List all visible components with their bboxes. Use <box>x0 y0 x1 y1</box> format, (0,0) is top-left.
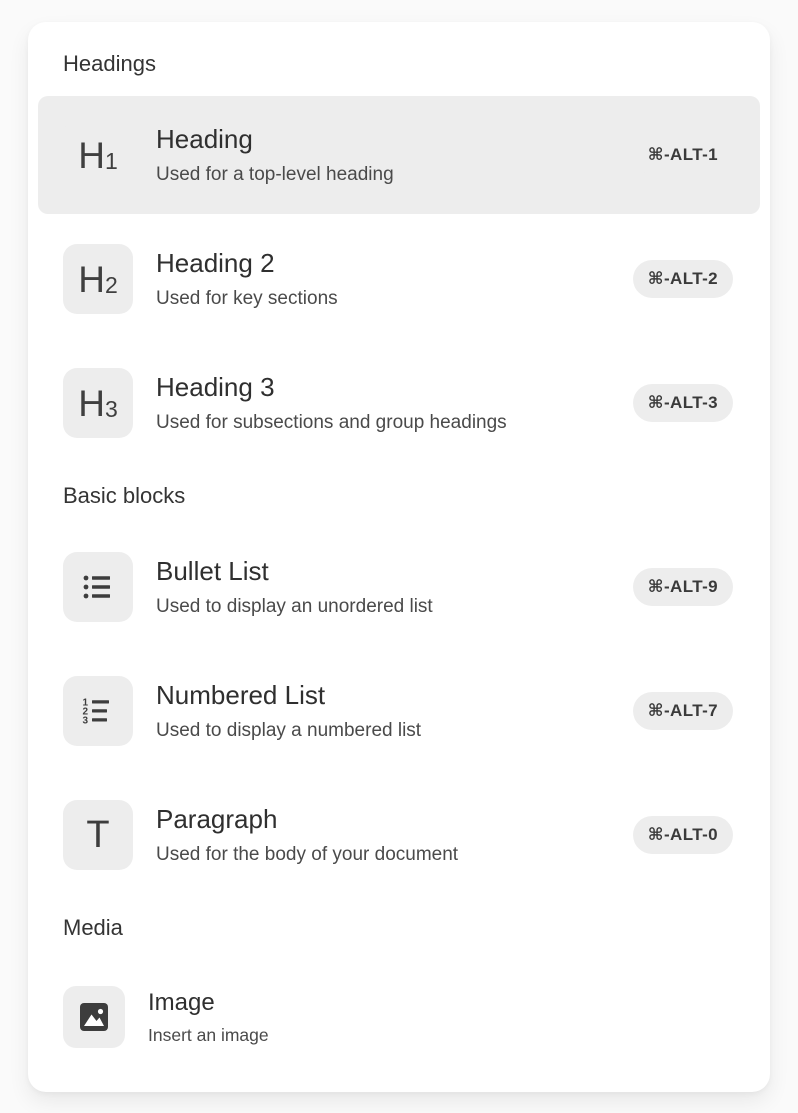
menu-item-description: Used for subsections and group headings <box>156 412 507 433</box>
heading-glyph-digit: 1 <box>104 147 118 174</box>
heading-glyph-letter: H <box>78 382 105 424</box>
shortcut-badge <box>633 692 733 730</box>
menu-item-texts <box>156 372 507 434</box>
menu-item-texts <box>156 248 338 310</box>
menu-item-title: Bullet List <box>156 556 269 586</box>
shortcut-badge <box>633 816 733 854</box>
section-label: Media <box>63 915 123 940</box>
menu-item-heading-2[interactable] <box>38 220 760 338</box>
heading-glyph <box>78 258 118 300</box>
svg-text:2: 2 <box>82 706 88 718</box>
heading-glyph-letter: H <box>78 258 105 300</box>
section-rows <box>38 528 760 894</box>
block-insert-menu <box>28 22 770 1092</box>
menu-section <box>38 482 760 894</box>
menu-item-image[interactable] <box>38 960 760 1072</box>
shortcut-label: ⌘-ALT-3 <box>647 393 718 412</box>
menu-item-description: Used to display a numbered list <box>156 720 422 741</box>
menu-item-description: Insert an image <box>148 1024 269 1045</box>
menu-item-description: Used to display an unordered list <box>156 596 433 617</box>
menu-item-title: Paragraph <box>156 804 278 834</box>
shortcut-label: ⌘-ALT-2 <box>647 269 718 288</box>
h1-icon <box>63 120 133 190</box>
menu-item-description: Used for the body of your document <box>156 844 459 865</box>
menu-section <box>38 914 760 1072</box>
menu-item-title: Numbered List <box>156 680 326 710</box>
shortcut-badge <box>633 136 733 174</box>
heading-glyph-letter: H <box>78 134 105 176</box>
menu-item-texts <box>156 680 421 742</box>
menu-item-texts <box>156 124 394 186</box>
menu-item-paragraph[interactable] <box>38 776 760 894</box>
menu-item-heading-3[interactable] <box>38 344 760 462</box>
menu-item-heading[interactable] <box>38 96 760 214</box>
menu-item-title: Heading 3 <box>156 372 275 402</box>
heading-glyph-digit: 3 <box>104 395 118 422</box>
svg-text:3: 3 <box>82 715 88 727</box>
menu-item-description: Used for a top-level heading <box>156 164 394 185</box>
ordered-list-icon <box>63 676 133 746</box>
menu-item-title: Image <box>148 988 215 1016</box>
menu-item-title: Heading 2 <box>156 248 275 278</box>
section-rows <box>38 960 760 1072</box>
section-rows <box>38 96 760 462</box>
menu-item-numbered-list[interactable] <box>38 652 760 770</box>
heading-glyph <box>78 382 118 424</box>
shortcut-badge <box>633 260 733 298</box>
menu-item-description: Used for key sections <box>156 288 338 309</box>
section-label: Headings <box>63 51 156 76</box>
menu-item-texts <box>148 989 269 1046</box>
shortcut-label: ⌘-ALT-7 <box>647 701 718 720</box>
svg-text:1: 1 <box>82 697 88 709</box>
section-label: Basic blocks <box>63 483 186 508</box>
h2-icon <box>63 244 133 314</box>
bullet-list-icon <box>63 552 133 622</box>
menu-item-bullet-list[interactable] <box>38 528 760 646</box>
shortcut-label: ⌘-ALT-0 <box>647 825 718 844</box>
paragraph-icon <box>63 800 133 870</box>
paragraph-glyph: T <box>86 814 110 856</box>
image-icon <box>63 986 125 1048</box>
menu-item-texts <box>156 804 458 866</box>
heading-glyph-digit: 2 <box>104 271 118 298</box>
shortcut-label: ⌘-ALT-9 <box>647 577 718 596</box>
heading-glyph <box>78 134 118 176</box>
h3-icon <box>63 368 133 438</box>
shortcut-badge <box>633 568 733 606</box>
menu-section <box>38 50 760 462</box>
menu-item-texts <box>156 556 433 618</box>
menu-item-title: Heading <box>156 124 253 154</box>
shortcut-label: ⌘-ALT-1 <box>647 145 718 164</box>
shortcut-badge <box>633 384 733 422</box>
